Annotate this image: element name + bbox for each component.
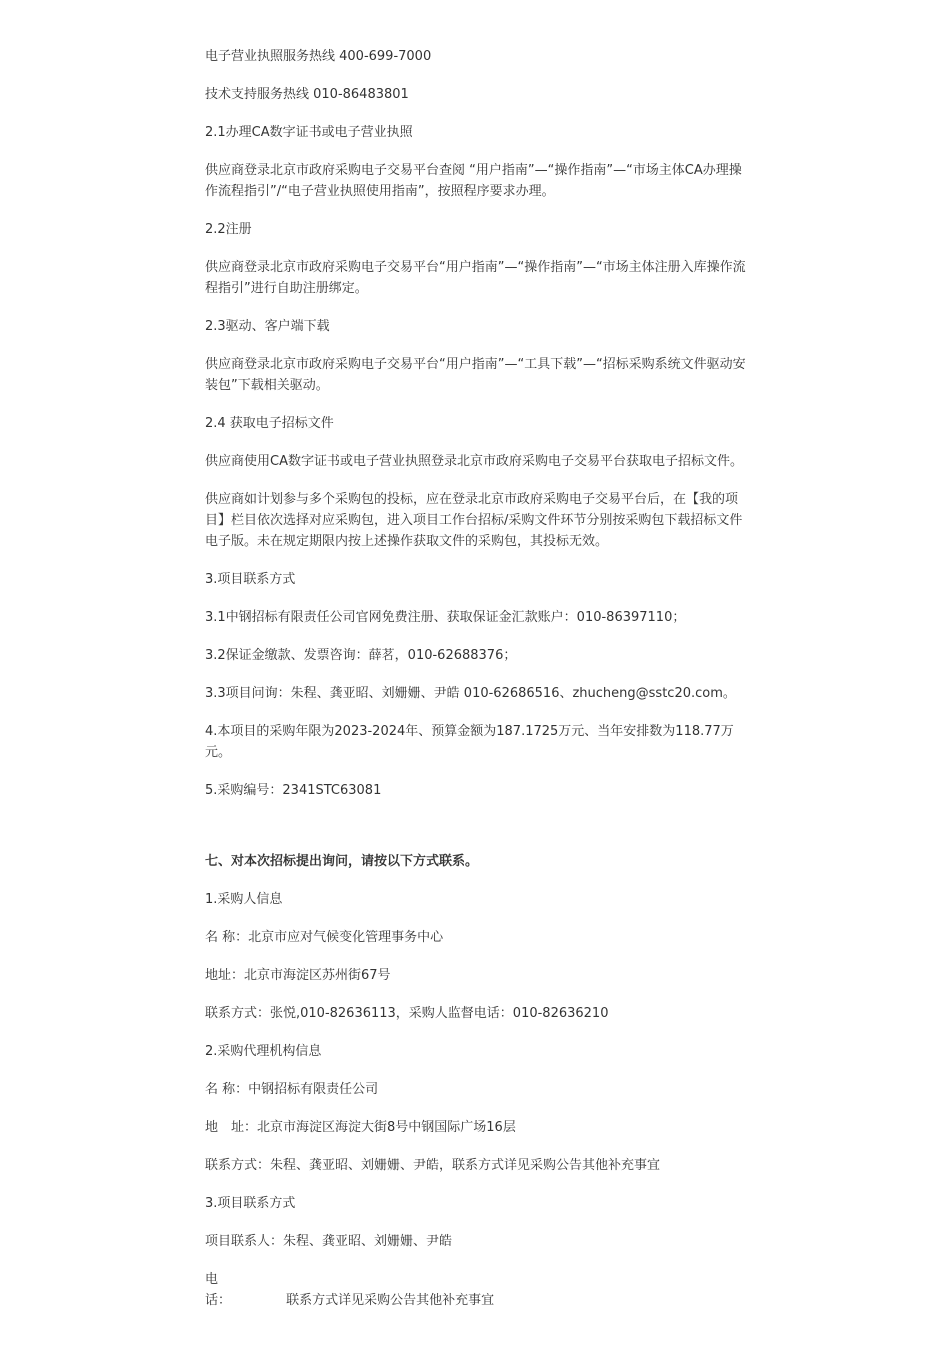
section-3-3: 3.3项目问询：朱程、龚亚昭、刘姗姗、尹皓 010-62686516、zhucheng@sstc20.com。 xyxy=(205,686,736,701)
section-2-4-text-2: 供应商如计划参与多个采购包的投标，应在登录北京市政府采购电子交易平台后，在【我的项目】栏目依次选择对应采购包，进入项目工作台招标/采购文件环节分别按采购包下载招标文件电子版。未在规定期限内按上述操作获取文件的采购包，其投标无效。 xyxy=(205,492,743,549)
section-2-4-text: 供应商使用CA数字证书或电子营业执照登录北京市政府采购电子交易平台获取电子招标文件。 xyxy=(205,454,743,469)
project-phone-label: 电 话： xyxy=(205,1272,232,1308)
license-hotline: 电子营业执照服务热线 400-699-7000 xyxy=(205,49,432,64)
section-2-3-text: 供应商登录北京市政府采购电子交易平台“用户指南”—“工具下载”—“招标采购系统文件驱动安装包”下载相关驱动。 xyxy=(205,357,746,393)
section-2-2-title: 2.2注册 xyxy=(205,222,252,237)
section-2-4-title: 2.4 获取电子招标文件 xyxy=(205,416,334,431)
document-body xyxy=(205,46,750,1311)
tech-hotline: 技术支持服务热线 010-86483801 xyxy=(205,87,409,102)
buyer-title: 1.采购人信息 xyxy=(205,892,283,907)
section-3-2: 3.2保证金缴款、发票咨询：薛茗，010-62688376； xyxy=(205,648,517,663)
section-7-heading: 七、对本次招标提出询问，请按以下方式联系。 xyxy=(205,854,479,869)
section-3-title: 3.项目联系方式 xyxy=(205,572,296,587)
agent-name: 名 称：中钢招标有限责任公司 xyxy=(205,1082,379,1097)
buyer-address: 地址：北京市海淀区苏州街67号 xyxy=(205,968,391,983)
project-contact-title: 3.项目联系方式 xyxy=(205,1196,296,1211)
section-4: 4.本项目的采购年限为2023-2024年、预算金额为187.1725万元、当年安排数为118.77万元。 xyxy=(205,724,734,760)
project-phone-value: 联系方式详见采购公告其他补充事宜 xyxy=(286,1293,495,1308)
project-contact-person: 项目联系人：朱程、龚亚昭、刘姗姗、尹皓 xyxy=(205,1234,453,1249)
section-3-1: 3.1中钢招标有限责任公司官网免费注册、获取保证金汇款账户：010-86397110； xyxy=(205,610,686,625)
section-2-2-text: 供应商登录北京市政府采购电子交易平台“用户指南”—“操作指南”—“市场主体注册入库操作流程指引”进行自助注册绑定。 xyxy=(205,260,746,296)
section-5: 5.采购编号：2341STC63081 xyxy=(205,783,382,798)
agent-title: 2.采购代理机构信息 xyxy=(205,1044,322,1059)
agent-address: 地 址：北京市海淀区海淀大街8号中钢国际广场16层 xyxy=(205,1120,516,1135)
agent-contact: 联系方式：朱程、龚亚昭、刘姗姗、尹皓，联系方式详见采购公告其他补充事宜 xyxy=(205,1158,661,1173)
buyer-name: 名 称：北京市应对气候变化管理事务中心 xyxy=(205,930,444,945)
section-2-1-text: 供应商登录北京市政府采购电子交易平台查阅 “用户指南”—“操作指南”—“市场主体CA办理操作流程指引”/“电子营业执照使用指南”，按照程序要求办理。 xyxy=(205,163,742,199)
section-2-3-title: 2.3驱动、客户端下载 xyxy=(205,319,330,334)
project-phone xyxy=(205,1269,750,1311)
buyer-contact: 联系方式：张悦,010-82636113，采购人监督电话：010-82636210 xyxy=(205,1006,609,1021)
section-2-1-title: 2.1办理CA数字证书或电子营业执照 xyxy=(205,125,413,140)
